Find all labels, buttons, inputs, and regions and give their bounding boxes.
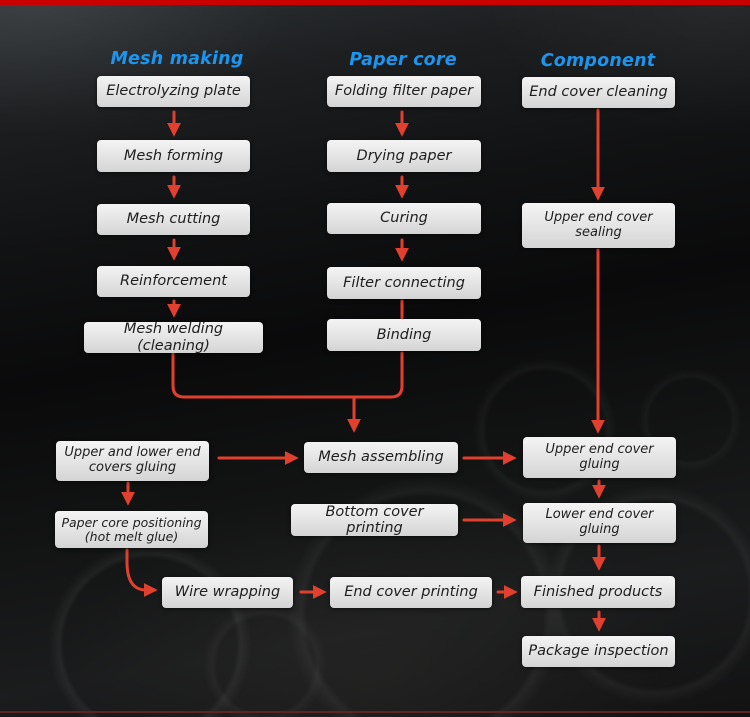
step-end-cover-printing: End cover printing — [330, 577, 492, 608]
step-end-cover-cleaning: End cover cleaning — [522, 77, 675, 108]
column-header-paper-core: Paper core — [349, 50, 457, 70]
step-electrolyzing-plate: Electrolyzing plate — [97, 76, 250, 107]
step-binding: Binding — [327, 319, 481, 351]
step-upper-lower-covers-gluing: Upper and lower end covers gluing — [56, 441, 209, 481]
step-wire-wrapping: Wire wrapping — [162, 577, 293, 608]
step-package-inspection: Package inspection — [522, 636, 675, 667]
step-curing: Curing — [327, 203, 481, 234]
step-mesh-welding-cleaning: Mesh welding (cleaning) — [84, 322, 263, 353]
step-folding-filter-paper: Folding filter paper — [327, 76, 481, 107]
column-header-mesh-making: Mesh making — [110, 49, 244, 69]
step-mesh-cutting: Mesh cutting — [97, 204, 250, 235]
column-header-component: Component — [540, 51, 656, 71]
step-bottom-cover-printing: Bottom cover printing — [291, 504, 458, 536]
step-paper-core-positioning: Paper core positioning (hot melt glue) — [55, 511, 208, 548]
step-lower-end-cover-gluing: Lower end cover gluing — [523, 503, 676, 543]
step-finished-products: Finished products — [521, 576, 675, 608]
step-reinforcement: Reinforcement — [97, 266, 250, 297]
step-mesh-assembling: Mesh assembling — [304, 442, 458, 473]
arrow-paper-positioning-to-wire-wrapping — [127, 550, 146, 590]
step-filter-connecting: Filter connecting — [327, 267, 481, 299]
step-drying-paper: Drying paper — [327, 140, 481, 172]
connector-welding-binding-merge — [173, 353, 402, 397]
step-mesh-forming: Mesh forming — [97, 140, 250, 172]
step-upper-end-cover-sealing: Upper end cover sealing — [522, 203, 675, 248]
step-upper-end-cover-gluing: Upper end cover gluing — [523, 437, 676, 478]
